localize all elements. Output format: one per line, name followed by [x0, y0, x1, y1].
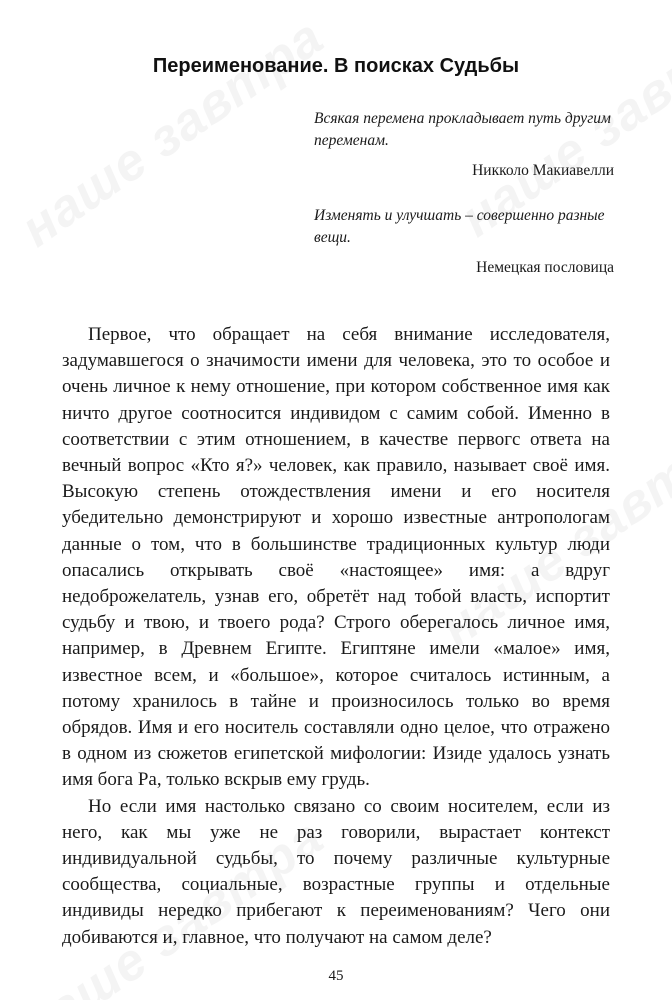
epigraph [314, 108, 614, 182]
watermark [10, 7, 334, 259]
paragraph: Но если имя настолько связано со своим носителем, если из него, как мы уже не раз говорили, вырастает контекст индивидуальной судьбы, то почему различные культурные сообщества, социальные, возрастные группы и отдельные индивиды нередко прибегают к переименованиям? Чего они добиваются и, главное, что получают на самом деле? [62, 795, 610, 948]
epigraph-author: Немецкая пословица [476, 259, 614, 276]
epigraph-author: Никколо Макиавелли [472, 162, 614, 179]
epigraph-quote: Всякая перемена прокладывает путь другим переменам. [314, 110, 611, 149]
paragraph: Первое, что обращает на себя внимание исследователя, задумавшегося о значимости имени для человека, это то особое и очень личное к нему отношение, при котором собственное имя как ничто другое соотносится индивидом с самим собой. Именно в соответствии с этим отношением, в качестве первогс ответа на вечный вопрос «Кто я?» человек, как правило, называет своё имя. Высокую степень отождествления имени и его носителя убедительно демонстрируют и хорошо известные антропологам данные о том, что в большинстве традиционных культур люди опасались открывать своё «настоящее» имя: а вдруг недоброжелатель, узнав его, обретёт над тобой власть, испортит судьбу и твою, и твоего рода? Строго оберегалось личное имя, например, в Древнем Египте. Египтяне имели «малое» имя, известное всем, и «большое», которое считалось истинным, а потому хранилось в тайне и произносилось только во время обрядов. Имя и его носитель составляли одно целое, что отражено в одном из сюжетов египетской мифологии: Изиде удалось узнать имя бога Ра, только вскрыв ему грудь. [62, 324, 610, 791]
epigraph [314, 205, 614, 279]
epigraph-quote: Изменять и улучшать – совершенно разные вещи. [314, 207, 605, 246]
page-number: 45 [328, 968, 344, 984]
chapter-title: Переименование. В поисках Судьбы [152, 55, 520, 78]
body-text [62, 322, 610, 951]
